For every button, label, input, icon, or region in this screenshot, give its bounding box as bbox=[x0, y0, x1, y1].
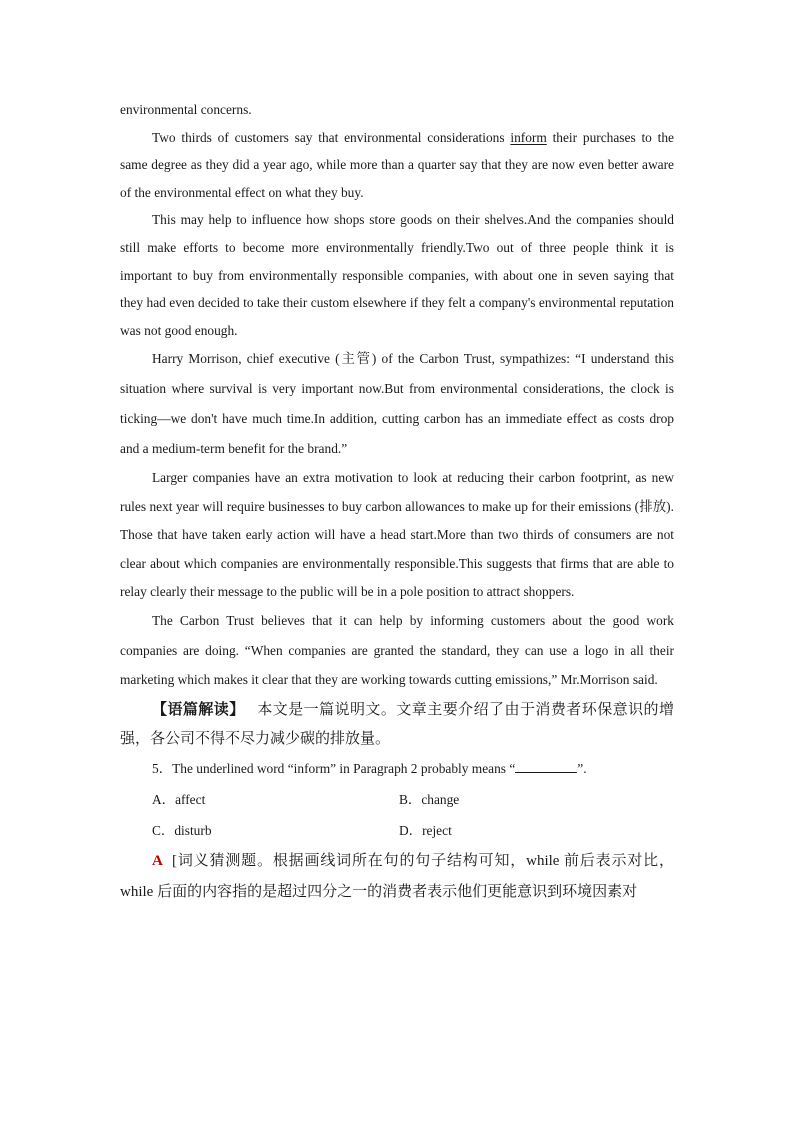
options-row-1 bbox=[120, 784, 674, 815]
options-row-2 bbox=[120, 815, 674, 846]
explanation-text: [词义猜测题。根据画线词所在句的句子结构可知，while 前后表示对比，while 后面的内容指的是超过四分之一的消费者表示他们更能意识到环境因素对 bbox=[120, 852, 675, 900]
option-b-text: change bbox=[421, 791, 460, 807]
paragraph-intro-fragment: environmental concerns. bbox=[120, 102, 252, 117]
answer-letter: A bbox=[152, 852, 163, 869]
paragraph-6: The Carbon Trust believes that it can help by informing customers about the good work companies are doing. “When companies are granted the standard, they can use a logo in all their marketing which makes it clear that they are working towards cutting emissions,” Mr.Morrison said. bbox=[120, 613, 674, 687]
analysis-text: 本文是一篇说明文。文章主要介绍了由于消费者环保意识的增强，各公司不得不尽力减少碳的排放量。 bbox=[120, 701, 674, 747]
question-5-stem bbox=[120, 754, 674, 784]
passage-analysis bbox=[120, 696, 674, 754]
option-d bbox=[399, 815, 646, 846]
option-c-letter: C． bbox=[152, 822, 175, 838]
option-a-text: affect bbox=[175, 791, 206, 807]
answer-explanation bbox=[120, 846, 674, 908]
paragraph-2 bbox=[120, 124, 674, 207]
analysis-label: 【语篇解读】 bbox=[152, 701, 245, 718]
question-stem-before: 5．The underlined word “inform” in Paragraph 2 probably means “ bbox=[152, 760, 516, 776]
option-a-letter: A． bbox=[152, 791, 176, 807]
paragraph-2-before: Two thirds of customers say that environmental considerations bbox=[152, 129, 511, 145]
paragraph-2-after: their purchases to the same degree as they did a year ago, while more than a quarter say that they are now even better aware of the environmental effect on what they buy. bbox=[120, 129, 674, 200]
answer-blank bbox=[515, 758, 577, 773]
option-a bbox=[152, 784, 399, 815]
paragraph-5: Larger companies have an extra motivation to look at reducing their carbon footprint, as new rules next year will require businesses to buy carbon allowances to make up for their emissions (排放). Those that have taken early action will have a head start.More than two thirds of consumers are not clear about which companies are environmentally responsible.This suggests that firms that are able to relay clearly their message to the public will be in a pole position to attract shoppers. bbox=[120, 470, 674, 599]
paragraph-3: This may help to influence how shops store goods on their shelves.And the companies should still make efforts to become more environmentally friendly.Two out of three people think it is important to buy from environmentally responsible companies, with about one in seven saying that they had even decided to take their custom elsewhere if they felt a company's environmental reputation was not good enough. bbox=[120, 212, 674, 338]
document-page bbox=[120, 96, 674, 908]
option-c-text: disturb bbox=[174, 822, 212, 838]
question-stem-after: ”. bbox=[577, 760, 587, 776]
option-c bbox=[152, 815, 399, 846]
underlined-word-inform: inform bbox=[510, 129, 547, 145]
option-b-letter: B． bbox=[399, 791, 422, 807]
option-b bbox=[399, 784, 646, 815]
option-d-text: reject bbox=[422, 822, 452, 838]
option-d-letter: D． bbox=[399, 822, 423, 838]
paragraph-4: Harry Morrison, chief executive (主管) of the Carbon Trust, sympathizes: “I understand this situation where survival is very important now.But from environmental considerations, the clock is ticking—we don't have much time.In addition, cutting carbon has an immediate effect as costs drop and a medium-term benefit for the brand.” bbox=[120, 351, 674, 457]
